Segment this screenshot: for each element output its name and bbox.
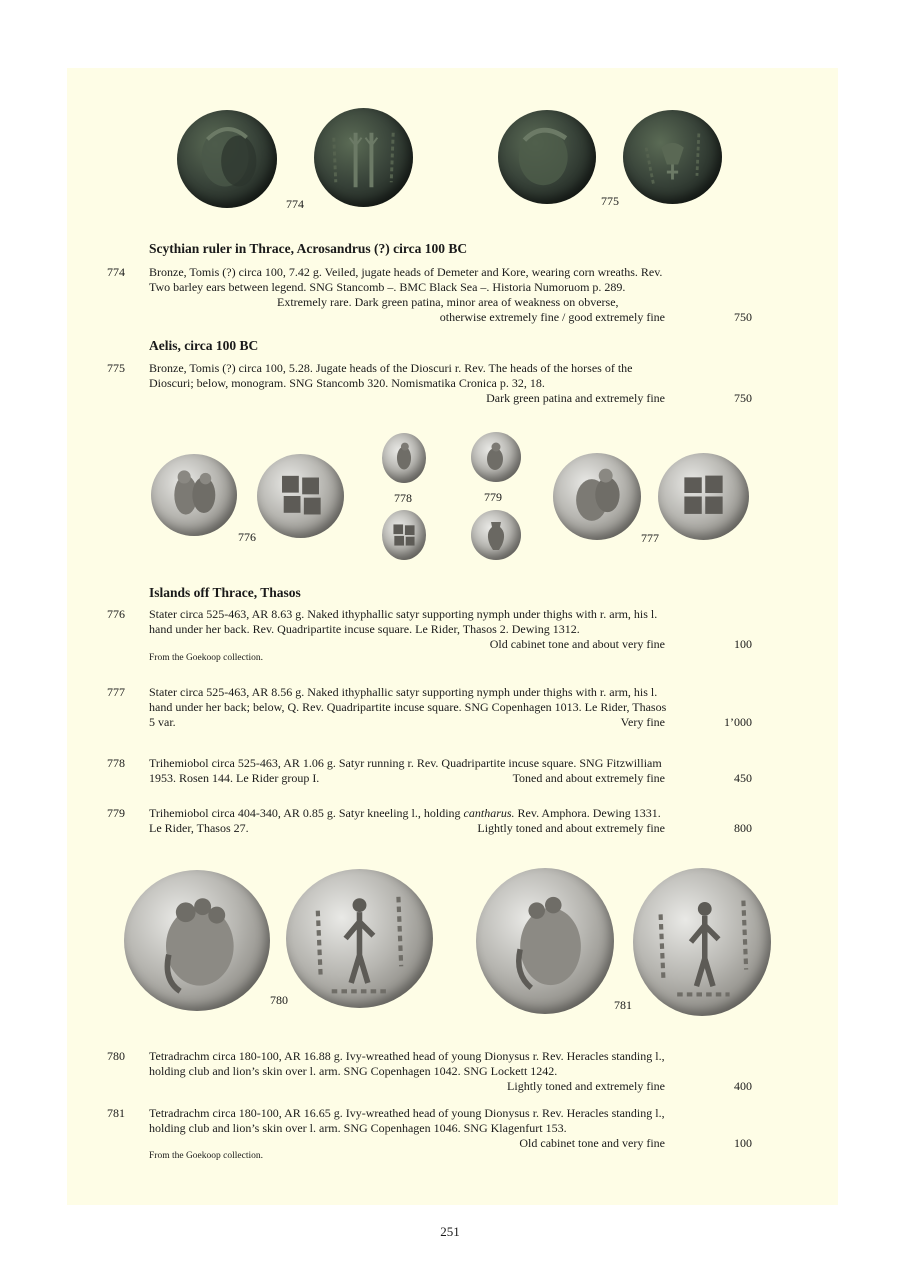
lot-776-condition-row [149, 637, 752, 652]
lot-779-line-1-start: Trihemiobol circa 404-340, AR 0.85 g. Satyr kneeling l., holding [149, 806, 464, 820]
lot-779-condition-row [149, 821, 752, 836]
lot-number-775: 775 [107, 361, 125, 375]
lot-781-line-1: Tetradrachm circa 180-100, AR 16.65 g. Ivy-wreathed head of young Dionysus r. Rev. Heracles standing l., [149, 1106, 665, 1120]
lot-774-line-1: Bronze, Tomis (?) circa 100, 7.42 g. Veiled, jugate heads of Demeter and Kore, wearing corn wreaths. Rev. [149, 265, 663, 279]
lot-776-condition: Old cabinet tone and about very fine [489, 637, 665, 651]
section-heading-aelis: Aelis, circa 100 BC [149, 338, 259, 353]
coin-778-reverse-image [382, 510, 426, 560]
lot-778-condition-row [149, 771, 752, 786]
lot-779-condition: Lightly toned and about extremely fine [477, 821, 665, 835]
coin-777-obverse-image [553, 453, 641, 540]
lot-774-condition-row [149, 310, 752, 325]
lot-778-line-2: 1953. Rosen 144. Le Rider group I. [149, 771, 320, 785]
lot-776-line-1: Stater circa 525-463, AR 8.63 g. Naked ithyphallic satyr supporting nymph under thighs with r. arm, his l. [149, 607, 658, 621]
coin-778-obverse-image [382, 433, 426, 483]
lot-779-line-2: Le Rider, Thasos 27. [149, 821, 249, 835]
plate-label-775: 775 [601, 194, 619, 208]
coin-775-obverse-image [498, 110, 596, 204]
coin-777-reverse-image [658, 453, 749, 540]
lot-number-778: 778 [107, 756, 125, 770]
lot-779-price: 800 [734, 821, 752, 835]
lot-775-line-1: Bronze, Tomis (?) circa 100, 5.28. Jugate heads of the Dioscuri r. Rev. The heads of the horses of the [149, 361, 633, 375]
lot-description-781 [149, 1106, 752, 1151]
lot-number-779: 779 [107, 806, 125, 820]
lot-781-condition-row [149, 1136, 752, 1151]
lot-description-779 [149, 806, 752, 836]
coin-779-obverse-image [471, 432, 521, 482]
lot-774-price: 750 [734, 310, 752, 324]
lot-774-line-2: Two barley ears between legend. SNG Stancomb –. BMC Black Sea –. Historia Numoruom p. 289. [149, 280, 626, 294]
lot-774-condition: otherwise extremely fine / good extremely fine [439, 310, 665, 324]
section-heading-thasos: Islands off Thrace, Thasos [149, 585, 301, 600]
lot-description-776 [149, 607, 752, 652]
lot-775-price: 750 [734, 391, 752, 405]
coin-776-reverse-image [257, 454, 344, 538]
lot-description-775 [149, 361, 752, 406]
lot-781-line-2: holding club and lion’s skin over l. arm. SNG Copenhagen 1046. SNG Klagenfurt 153. [149, 1121, 567, 1135]
plate-label-776: 776 [238, 530, 256, 544]
lot-780-condition-row [149, 1079, 752, 1094]
lot-780-line-2: holding club and lion’s skin over l. arm. SNG Copenhagen 1042. SNG Lockett 1242. [149, 1064, 558, 1078]
lot-780-line-1: Tetradrachm circa 180-100, AR 16.88 g. Ivy-wreathed head of young Dionysus r. Rev. Heracles standing l., [149, 1049, 665, 1063]
lot-number-776: 776 [107, 607, 125, 621]
lot-779-line-1-end: Rev. Amphora. Dewing 1331. [514, 806, 661, 820]
lot-778-line-1: Trihemiobol circa 525-463, AR 1.06 g. Satyr running r. Rev. Quadripartite incuse square. SNG Fitzwilliam [149, 756, 662, 770]
plate-label-778: 778 [394, 491, 412, 505]
coin-779-reverse-image [471, 510, 521, 560]
page-number: 251 [440, 1224, 460, 1239]
lot-description-780 [149, 1049, 752, 1094]
lot-description-777 [149, 685, 752, 730]
lot-777-line-1: Stater circa 525-463, AR 8.56 g. Naked ithyphallic satyr supporting nymph under thighs with r. arm, his l. [149, 685, 658, 699]
section-heading-scythian: Scythian ruler in Thrace, Acrosandrus (?) circa 100 BC [149, 241, 468, 256]
lot-777-line-2: hand under her back; below, Q. Rev. Quadripartite incuse square. SNG Copenhagen 1013. Le Rider, Thasos [149, 700, 667, 714]
lot-description-774 [149, 265, 752, 325]
lot-776-line-2: hand under her back. Rev. Quadripartite incuse square. Le Rider, Thasos 2. Dewing 1312. [149, 622, 580, 636]
lot-775-condition-row [149, 391, 752, 406]
lot-780-condition: Lightly toned and extremely fine [507, 1079, 665, 1093]
lot-776-provenance: From the Goekoop collection. [149, 653, 263, 663]
coin-781-reverse-image [633, 868, 771, 1016]
plate-label-780: 780 [270, 993, 288, 1007]
coin-776-obverse-image [151, 454, 237, 536]
lot-779-line-1 [149, 806, 752, 821]
lot-774-line-3: Extremely rare. Dark green patina, minor area of weakness on obverse, [277, 295, 619, 309]
lot-number-774: 774 [107, 265, 125, 279]
lot-781-provenance: From the Goekoop collection. [149, 1151, 263, 1161]
lot-777-condition-row [149, 715, 752, 730]
coin-775-reverse-image [623, 110, 722, 204]
plate-label-779: 779 [484, 490, 502, 504]
lot-number-780: 780 [107, 1049, 125, 1063]
coin-774-obverse-image [177, 110, 277, 208]
lot-777-price: 1’000 [724, 715, 752, 729]
lot-778-condition: Toned and about extremely fine [512, 771, 665, 785]
lot-number-777: 777 [107, 685, 125, 699]
coin-780-obverse-image [124, 870, 270, 1011]
lot-777-condition: Very fine [620, 715, 665, 729]
lot-775-line-2: Dioscuri; below, monogram. SNG Stancomb 320. Nomismatika Cronica p. 32, 18. [149, 376, 545, 390]
lot-description-778 [149, 756, 752, 786]
lot-778-price: 450 [734, 771, 752, 785]
lot-781-condition: Old cabinet tone and very fine [519, 1136, 665, 1150]
lot-781-price: 100 [734, 1136, 752, 1150]
lot-775-condition: Dark green patina and extremely fine [486, 391, 665, 405]
plate-label-781: 781 [614, 998, 632, 1012]
lot-number-781: 781 [107, 1106, 125, 1120]
plate-label-774: 774 [286, 197, 304, 211]
coin-780-reverse-image [286, 869, 433, 1008]
coin-774-reverse-image [314, 108, 413, 207]
lot-779-line-1-italic: cantharus. [463, 806, 515, 820]
plate-label-777: 777 [641, 531, 659, 545]
lot-777-line-3: 5 var. [149, 715, 176, 729]
coin-781-obverse-image [476, 868, 614, 1014]
lot-776-price: 100 [734, 637, 752, 651]
lot-780-price: 400 [734, 1079, 752, 1093]
